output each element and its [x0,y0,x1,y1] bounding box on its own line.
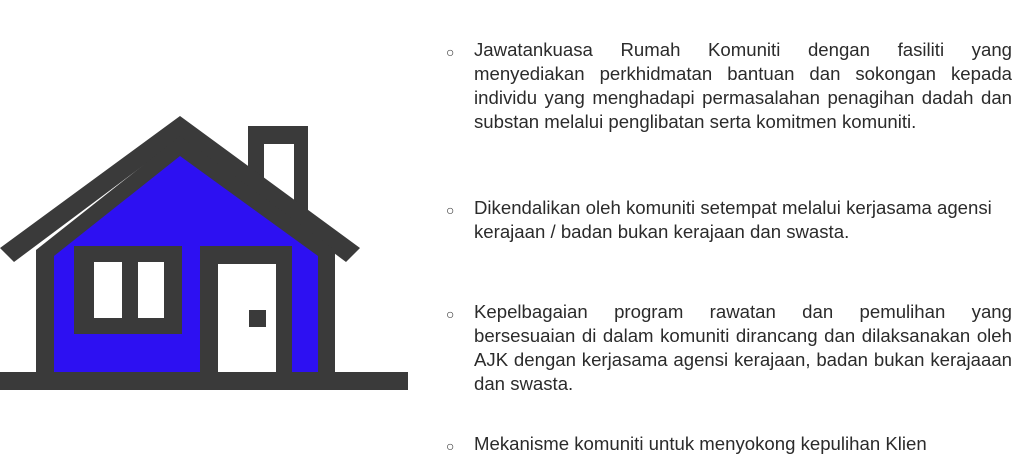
bullet-text: Mekanisme komuniti untuk menyokong kepulihan Klien [474,433,927,454]
door-panel [218,264,276,374]
bullet-text: Dikendalikan oleh komuniti setempat melalui kerjasama agensi kerajaan / badan bukan kerajaan dan swasta. [474,197,992,242]
window-pane-left [94,262,122,318]
window-pane-right [138,262,164,318]
house-icon [0,110,412,395]
door-knob [249,310,266,327]
bullet-marker-icon: ○ [446,306,455,322]
bullet-marker-icon: ○ [446,44,455,60]
bullet-item-3 [446,300,1012,396]
bullet-text: Kepelbagaian program rawatan dan pemulihan yang bersesuaian di dalam komuniti dirancang dan dilaksanakan oleh AJK dengan kerjasama agensi kerajaan, badan bukan kerajaaan dan swasta. [474,301,1012,394]
bullet-item-4 [446,432,1012,458]
bullet-text: Jawatankuasa Rumah Komuniti dengan fasiliti yang menyediakan perkhidmatan bantuan dan sokongan kepada individu yang menghadapi permasalahan penagihan dadah dan substan melalui penglibatan serta komitmen komuniti. [474,39,1012,132]
ground-line [0,372,408,390]
house-illustration [0,110,412,395]
bullet-marker-icon: ○ [446,438,455,454]
bullet-item-2 [446,196,1012,244]
bullet-item-1 [446,38,1012,134]
bullet-marker-icon: ○ [446,202,455,218]
window-frame [74,246,182,334]
